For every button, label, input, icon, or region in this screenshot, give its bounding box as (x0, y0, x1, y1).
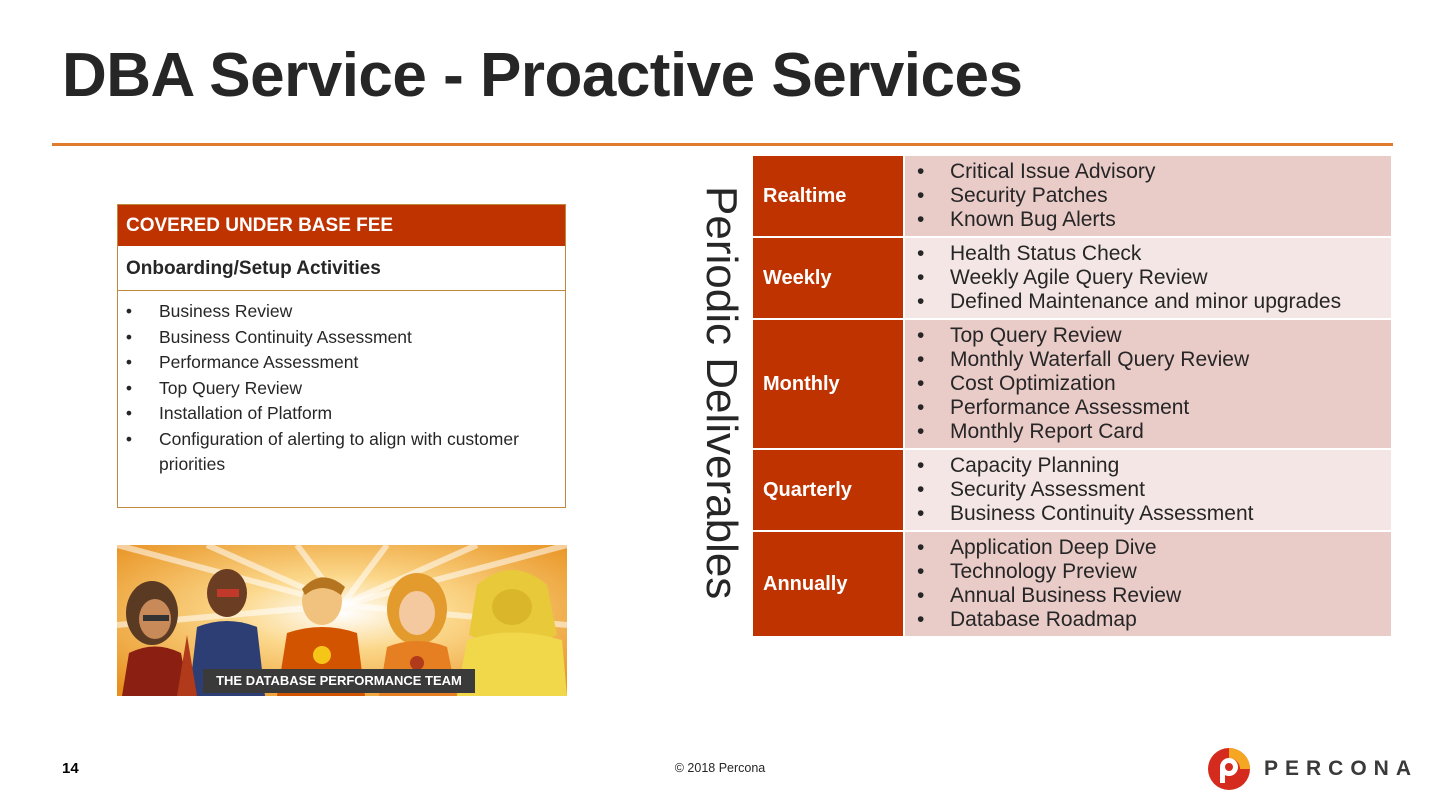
list-item: • Weekly Agile Query Review (917, 266, 1208, 289)
bullet-icon: • (125, 428, 133, 449)
bullet-icon: • (917, 478, 925, 501)
copyright-text: © 2018 Percona (674, 761, 766, 775)
bullet-icon: • (917, 372, 925, 395)
deliverable-list (905, 320, 1391, 448)
team-banner-image (117, 545, 567, 696)
list-item: • Technology Preview (917, 560, 1137, 583)
list-item: • Security Patches (917, 184, 1108, 207)
bullet-icon: • (917, 420, 925, 443)
deliverable-list (905, 450, 1391, 530)
bullet-icon: • (917, 266, 925, 289)
base-fee-subheader: Onboarding/Setup Activities (118, 246, 565, 291)
frequency-label: Realtime (753, 156, 905, 236)
list-item: • Performance Assessment (118, 350, 565, 376)
bullet-icon: • (125, 352, 133, 372)
frequency-label: Monthly (753, 320, 905, 448)
frequency-label: Annually (753, 532, 905, 636)
bullet-icon: • (917, 184, 925, 207)
bullet-icon: • (917, 242, 925, 265)
deliverable-list (905, 156, 1391, 236)
banner-label: THE DATABASE PERFORMANCE TEAM (203, 669, 475, 693)
list-item: • Configuration of alerting to align with customer priorities (125, 428, 519, 474)
bullet-icon: • (917, 208, 925, 231)
list-item: • Critical Issue Advisory (917, 160, 1156, 183)
bullet-icon: • (917, 324, 925, 347)
list-item: • Business Continuity Assessment (118, 325, 565, 351)
percona-logo (1206, 746, 1418, 792)
bullet-icon: • (917, 290, 925, 313)
slide-title: DBA Service - Proactive Services (62, 41, 1023, 110)
list-item: • Monthly Report Card (917, 420, 1144, 443)
percona-logo-icon (1206, 746, 1252, 792)
bullet-icon: • (917, 560, 925, 583)
bullet-icon: • (125, 403, 133, 423)
bullet-icon: • (917, 584, 925, 607)
title-divider (52, 143, 1393, 146)
bullet-icon: • (917, 608, 925, 631)
bullet-icon: • (125, 301, 133, 321)
list-item: • Security Assessment (917, 478, 1145, 501)
table-row-annually (753, 532, 1391, 638)
table-row-monthly (753, 320, 1391, 450)
page-number: 14 (62, 760, 79, 777)
bullet-icon: • (917, 454, 925, 477)
deliverable-list (905, 532, 1391, 636)
bullet-icon: • (917, 396, 925, 419)
bullet-icon: • (917, 348, 925, 371)
list-item: • Monthly Waterfall Query Review (917, 348, 1250, 371)
frequency-label: Quarterly (753, 450, 905, 530)
list-item: • Cost Optimization (917, 372, 1116, 395)
list-item: • Installation of Platform (118, 401, 565, 427)
periodic-deliverables-label: Periodic Deliverables (697, 186, 746, 600)
list-item: • Top Query Review (118, 376, 565, 402)
list-item: • Performance Assessment (917, 396, 1190, 419)
list-item: • Known Bug Alerts (917, 208, 1116, 231)
table-row-realtime (753, 156, 1391, 238)
list-item: • Business Review (118, 299, 565, 325)
bullet-icon: • (917, 536, 925, 559)
base-fee-list (118, 291, 565, 478)
bullet-icon: • (917, 502, 925, 525)
bullet-icon: • (917, 160, 925, 183)
list-item: • Top Query Review (917, 324, 1122, 347)
base-fee-header: COVERED UNDER BASE FEE (118, 205, 565, 246)
table-row-quarterly (753, 450, 1391, 532)
deliverable-list (905, 238, 1391, 318)
list-item: • Application Deep Dive (917, 536, 1157, 559)
list-item: • Capacity Planning (917, 454, 1120, 477)
list-item: • Health Status Check (917, 242, 1142, 265)
base-fee-box (117, 204, 566, 508)
deliverables-table (753, 156, 1391, 638)
list-item: • Database Roadmap (917, 608, 1137, 631)
list-item: • Annual Business Review (917, 584, 1182, 607)
percona-wordmark: PERCONA (1264, 757, 1419, 780)
list-item: • Business Continuity Assessment (917, 502, 1254, 525)
list-item: • Defined Maintenance and minor upgrades (917, 290, 1342, 313)
table-row-weekly (753, 238, 1391, 320)
frequency-label: Weekly (753, 238, 905, 318)
bullet-icon: • (125, 377, 133, 398)
bullet-icon: • (125, 326, 133, 347)
